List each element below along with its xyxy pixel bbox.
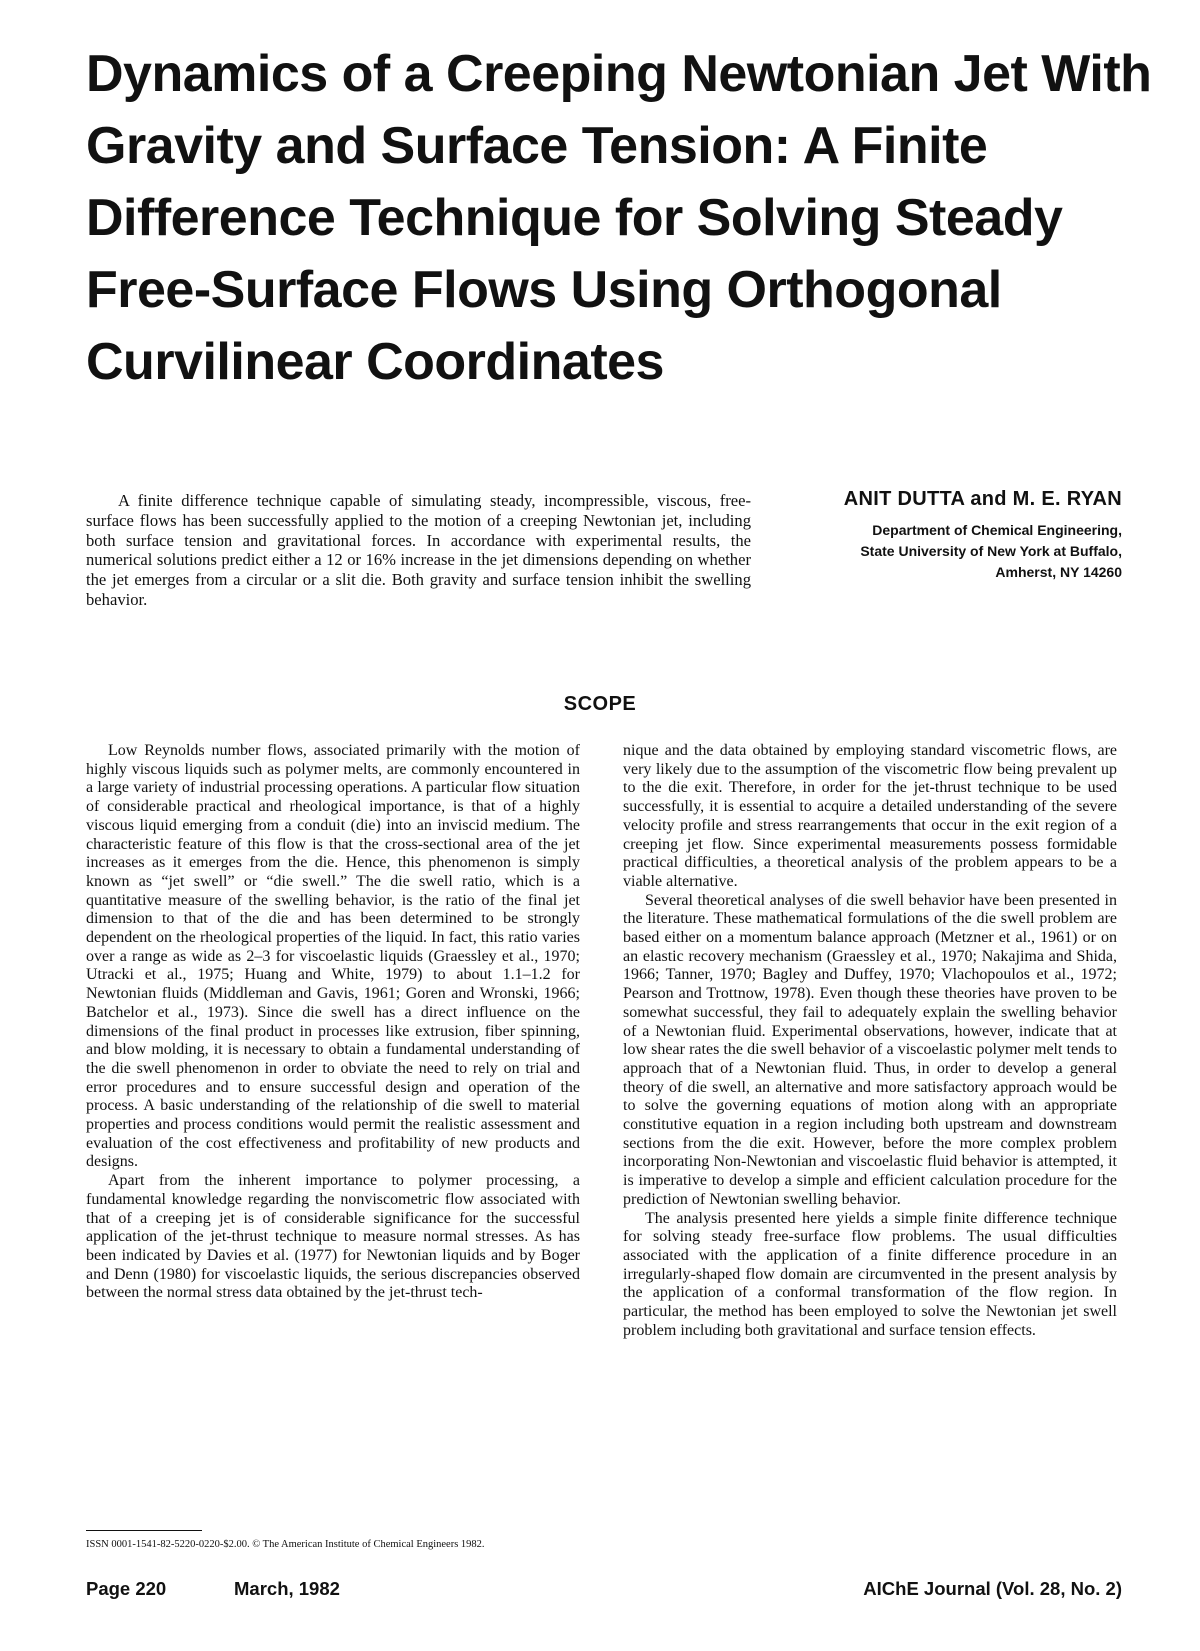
author-names: ANIT DUTTA and M. E. RYAN bbox=[843, 488, 1122, 510]
scope-column-left bbox=[86, 742, 580, 1303]
copyright-footnote: ISSN 0001-1541-82-5220-0220-$2.00. © The American Institute of Chemical Engineers 1982. bbox=[86, 1539, 485, 1550]
title-line: Free-Surface Flows Using Orthogonal bbox=[86, 261, 1002, 319]
author-affiliation bbox=[770, 520, 1122, 583]
affiliation-line: State University of New York at Buffalo, bbox=[860, 543, 1122, 559]
title-line: Difference Technique for Solving Steady bbox=[86, 189, 1063, 247]
body-paragraph: The analysis presented here yields a simple finite difference technique for solving steady free-surface flow problems. The usual difficulties associated with the application of a finite difference procedure in an irregularly-shaped flow domain are circumvented in the present analysis by the application of a conformal transformation of the flow region. In particular, the method has been employed to solve the Newtonian jet swell problem including both gravitational and surface tension effects. bbox=[623, 1209, 1117, 1339]
section-heading-scope: SCOPE bbox=[563, 693, 637, 715]
footnote-divider bbox=[86, 1530, 202, 1531]
affiliation-line: Amherst, NY 14260 bbox=[995, 564, 1122, 580]
scope-column-right bbox=[623, 742, 1117, 1341]
journal-citation: AIChE Journal (Vol. 28, No. 2) bbox=[863, 1578, 1122, 1599]
abstract: A finite difference technique capable of simulating steady, incompressible, viscous, free-surface flows has been successfully applied to the motion of a creeping Newtonian jet, including both surface tension and gravitational forces. In accordance with experimental results, the numerical solutions predict either a 12 or 16% increase in the jet dimensions depending on whether the jet emerges from a circular or a slit die. Both gravity and surface tension inhibit the swelling behavior. bbox=[86, 491, 751, 609]
title-line: Curvilinear Coordinates bbox=[86, 333, 664, 391]
page-number: Page 220 bbox=[86, 1578, 167, 1599]
author-block bbox=[770, 486, 1122, 583]
article-title bbox=[86, 38, 1152, 398]
affiliation-line: Department of Chemical Engineering, bbox=[872, 522, 1122, 538]
body-paragraph: Apart from the inherent importance to polymer processing, a fundamental knowledge regarding the nonviscometric flow associated with that of a creeping jet is of considerable significance for the successful application of the jet-thrust technique to measure normal stresses. As has been indicated by Davies et al. (1977) for Newtonian liquids and by Boger and Denn (1980) for viscoelastic liquids, the serious discrepancies observed between the normal stress data obtained by the jet-thrust tech- bbox=[86, 1172, 580, 1302]
body-paragraph: Low Reynolds number flows, associated primarily with the motion of highly viscous liquids such as polymer melts, are commonly encountered in a large variety of industrial processing operations. A particular flow situation of considerable practical and rheological importance, is that of a highly viscous liquid emerging from a conduit (die) into an inviscid medium. The characteristic feature of this flow is that the cross-sectional area of the jet increases as it emerges from the die. Hence, this phenomenon is simply known as “jet swell” or “die swell.” The die swell ratio, which is a quantitative measure of the swelling behavior, is the ratio of the final jet dimension to that of the die and has been determined to be strongly dependent on the rheological properties of the liquid. In fact, this ratio varies over a range as wide as 2–3 for viscoelastic liquids (Graessley et al., 1970; Utracki et al., 1975; Huang and White, 1979) to about 1.1–1.2 for Newtonian fluids (Middleman and Gavis, 1961; Goren and Wronski, 1966; Batchelor et al., 1973). Since die swell has a direct influence on the dimensions of the final product in processes like extrusion, fiber spinning, and blow molding, it is necessary to obtain a fundamental understanding of the die swell phenomenon in order to obviate the need to rely on trial and error procedures and to ensure successful design and operation of the process. A basic understanding of the relationship of die swell to material properties and process conditions would permit the realistic assessment and evaluation of the cost effectiveness and profitability of new products and designs. bbox=[86, 742, 580, 1171]
body-paragraph: Several theoretical analyses of die swell behavior have been presented in the literature. These mathematical formulations of the die swell problem are based either on a momentum balance approach (Metzner et al., 1961) or on an elastic recovery mechanism (Graessley et al., 1970; Nakajima and Shida, 1966; Tanner, 1970; Bagley and Duffey, 1970; Vlachopoulos et al., 1972; Pearson and Trottnow, 1978). Even though these theories have proven to be somewhat successful, they fail to adequately explain the swelling behavior of a Newtonian fluid. Experimental observations, however, indicate that at low shear rates the die swell behavior of a viscoelastic polymer melt tends to approach that of a Newtonian fluid. Thus, in order to develop a general theory of die swell, an alternative and more satisfactory approach would be to solve the governing equations of motion along with an appropriate constitutive equation in a region including both upstream and downstream sections from the die exit. However, before the more complex problem incorporating Non-Newtonian and viscoelastic fluid behavior is attempted, it is imperative to develop a simple and efficient calculation procedure for the prediction of Newtonian swelling behavior. bbox=[623, 891, 1117, 1208]
title-line: Dynamics of a Creeping Newtonian Jet With bbox=[86, 45, 1152, 103]
title-line: Gravity and Surface Tension: A Finite bbox=[86, 117, 988, 175]
body-paragraph: nique and the data obtained by employing standard viscometric flows, are very likely due to the assumption of the viscometric flow being prevalent up to the die exit. Therefore, in order for the jet-thrust technique to be used successfully, it is essential to acquire a detailed understanding of the severe velocity profile and stress rearrangements that occur in the exit region of a creeping jet flow. Since experimental measurements possess formidable practical difficulties, a theoretical analysis of the problem appears to be a viable alternative. bbox=[623, 742, 1117, 890]
issue-date: March, 1982 bbox=[234, 1578, 340, 1599]
